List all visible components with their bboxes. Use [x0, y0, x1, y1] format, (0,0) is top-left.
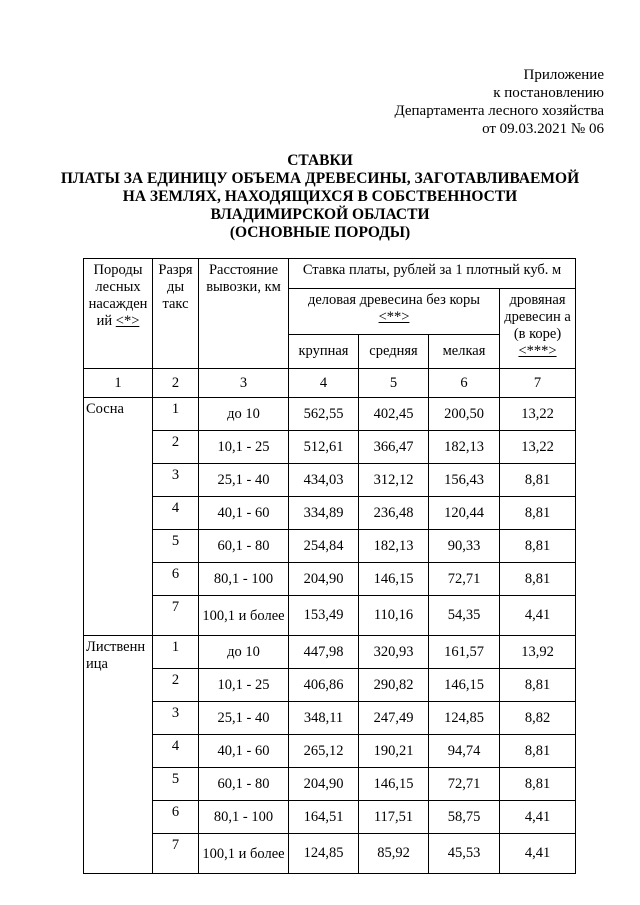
fuel-cell: 4,41 [500, 596, 576, 636]
fuel-cell: 8,81 [500, 464, 576, 497]
fuel-cell: 4,41 [500, 834, 576, 874]
table-row [84, 702, 576, 735]
large-cell: 164,51 [289, 801, 359, 834]
table-row [84, 735, 576, 768]
small-cell: 182,13 [429, 431, 500, 464]
large-cell: 434,03 [289, 464, 359, 497]
medium-cell: 402,45 [359, 398, 429, 431]
appendix-line: к постановлению [493, 85, 604, 101]
small-cell: 90,33 [429, 530, 500, 563]
large-cell: 124,85 [289, 834, 359, 874]
column-number: 7 [500, 369, 576, 398]
column-number: 6 [429, 369, 500, 398]
table-row [84, 530, 576, 563]
rank-cell: 3 [153, 464, 199, 497]
small-cell: 120,44 [429, 497, 500, 530]
rank-cell: 1 [153, 398, 199, 431]
distance-cell: до 10 [199, 636, 289, 669]
rank-cell: 4 [153, 497, 199, 530]
footnote-ref: <*> [115, 313, 140, 329]
appendix-line: Приложение [523, 67, 604, 83]
rank-cell: 5 [153, 530, 199, 563]
small-cell: 156,43 [429, 464, 500, 497]
small-cell: 94,74 [429, 735, 500, 768]
fuel-cell: 8,81 [500, 530, 576, 563]
large-cell: 334,89 [289, 497, 359, 530]
column-number: 1 [84, 369, 153, 398]
small-cell: 45,53 [429, 834, 500, 874]
rank-cell: 2 [153, 669, 199, 702]
header-species: Породы лесных насажден ий <*> [84, 259, 153, 369]
large-cell: 265,12 [289, 735, 359, 768]
distance-cell: 25,1 - 40 [199, 702, 289, 735]
table-row [84, 636, 576, 669]
small-cell: 72,71 [429, 768, 500, 801]
distance-cell: 60,1 - 80 [199, 530, 289, 563]
rank-cell: 7 [153, 596, 199, 636]
header-fuel-wood: дровяная древесин а (в коре) <***> [500, 289, 576, 369]
header-rate: Ставка платы, рублей за 1 плотный куб. м [289, 259, 576, 289]
medium-cell: 236,48 [359, 497, 429, 530]
footnote-ref: <**> [378, 309, 410, 325]
small-cell: 200,50 [429, 398, 500, 431]
distance-cell: 60,1 - 80 [199, 768, 289, 801]
medium-cell: 320,93 [359, 636, 429, 669]
fuel-cell: 13,22 [500, 431, 576, 464]
large-cell: 204,90 [289, 768, 359, 801]
large-cell: 204,90 [289, 563, 359, 596]
table-row [84, 596, 576, 636]
large-cell: 562,55 [289, 398, 359, 431]
header-medium: средняя [359, 335, 429, 369]
rank-cell: 3 [153, 702, 199, 735]
header-large: крупная [289, 335, 359, 369]
large-cell: 447,98 [289, 636, 359, 669]
medium-cell: 117,51 [359, 801, 429, 834]
large-cell: 254,84 [289, 530, 359, 563]
large-cell: 512,61 [289, 431, 359, 464]
fuel-cell: 4,41 [500, 801, 576, 834]
medium-cell: 190,21 [359, 735, 429, 768]
distance-cell: 10,1 - 25 [199, 431, 289, 464]
distance-cell: 80,1 - 100 [199, 801, 289, 834]
large-cell: 348,11 [289, 702, 359, 735]
rank-cell: 1 [153, 636, 199, 669]
small-cell: 54,35 [429, 596, 500, 636]
distance-cell: 25,1 - 40 [199, 464, 289, 497]
header-small: мелкая [429, 335, 500, 369]
column-number: 2 [153, 369, 199, 398]
fuel-cell: 8,81 [500, 563, 576, 596]
table-row [84, 464, 576, 497]
small-cell: 124,85 [429, 702, 500, 735]
table-row [84, 669, 576, 702]
fuel-cell: 13,92 [500, 636, 576, 669]
species-cell: Сосна [84, 398, 153, 636]
large-cell: 153,49 [289, 596, 359, 636]
distance-cell: 40,1 - 60 [199, 735, 289, 768]
rank-cell: 5 [153, 768, 199, 801]
distance-cell: 40,1 - 60 [199, 497, 289, 530]
medium-cell: 312,12 [359, 464, 429, 497]
distance-cell: до 10 [199, 398, 289, 431]
rank-cell: 7 [153, 834, 199, 874]
column-number: 5 [359, 369, 429, 398]
small-cell: 58,75 [429, 801, 500, 834]
header-business-wood: деловая древесина без коры <**> [289, 289, 500, 335]
appendix-header [394, 66, 604, 138]
medium-cell: 290,82 [359, 669, 429, 702]
title-line: (ОСНОВНЫЕ ПОРОДЫ) [229, 224, 411, 241]
footnote-ref: <***> [518, 343, 557, 359]
distance-cell: 100,1 и более [199, 596, 289, 636]
header-distance: Расстояние вывозки, км [199, 259, 289, 369]
table-row [84, 801, 576, 834]
column-numbers-row [84, 369, 576, 398]
species-cell: Лиственн ица [84, 636, 153, 874]
table-row [84, 398, 576, 431]
rank-cell: 4 [153, 735, 199, 768]
document-title [0, 152, 640, 242]
table-row [84, 431, 576, 464]
fuel-cell: 8,81 [500, 768, 576, 801]
column-number: 4 [289, 369, 359, 398]
title-line: НА ЗЕМЛЯХ, НАХОДЯЩИХСЯ В СОБСТВЕННОСТИ [122, 188, 518, 205]
fuel-cell: 8,81 [500, 735, 576, 768]
table-row [84, 768, 576, 801]
large-cell: 406,86 [289, 669, 359, 702]
title-line: ВЛАДИМИРСКОЙ ОБЛАСТИ [210, 206, 430, 223]
rank-cell: 2 [153, 431, 199, 464]
rank-cell: 6 [153, 563, 199, 596]
small-cell: 72,71 [429, 563, 500, 596]
rank-cell: 6 [153, 801, 199, 834]
fuel-cell: 8,82 [500, 702, 576, 735]
medium-cell: 182,13 [359, 530, 429, 563]
medium-cell: 146,15 [359, 768, 429, 801]
title-line: ПЛАТЫ ЗА ЕДИНИЦУ ОБЪЕМА ДРЕВЕСИНЫ, ЗАГОТАВЛИВАЕМОЙ [60, 170, 580, 187]
small-cell: 161,57 [429, 636, 500, 669]
title-line: СТАВКИ [287, 152, 353, 169]
small-cell: 146,15 [429, 669, 500, 702]
medium-cell: 85,92 [359, 834, 429, 874]
table-row [84, 834, 576, 874]
medium-cell: 146,15 [359, 563, 429, 596]
header-rank: Разря ды такс [153, 259, 199, 369]
appendix-date-line: от 09.03.2021 № 06 [482, 121, 604, 137]
table-row [84, 497, 576, 530]
fuel-cell: 13,22 [500, 398, 576, 431]
fuel-cell: 8,81 [500, 497, 576, 530]
table-row [84, 563, 576, 596]
appendix-line: Департамента лесного хозяйства [394, 103, 604, 119]
medium-cell: 110,16 [359, 596, 429, 636]
rates-table [83, 258, 576, 874]
medium-cell: 247,49 [359, 702, 429, 735]
table-body [84, 398, 576, 874]
distance-cell: 10,1 - 25 [199, 669, 289, 702]
distance-cell: 100,1 и более [199, 834, 289, 874]
medium-cell: 366,47 [359, 431, 429, 464]
distance-cell: 80,1 - 100 [199, 563, 289, 596]
column-number: 3 [199, 369, 289, 398]
fuel-cell: 8,81 [500, 669, 576, 702]
